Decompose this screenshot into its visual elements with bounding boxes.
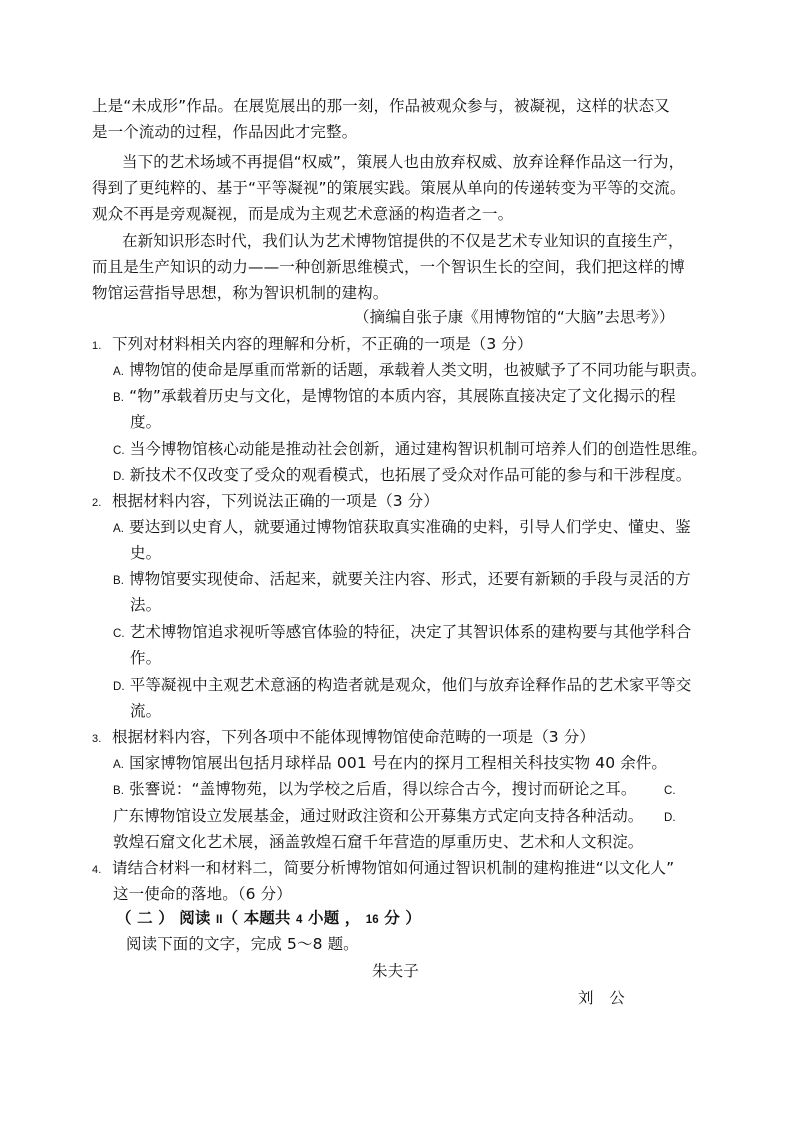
option-text: 国家博物馆展出包括月球样品 001 号在内的探月工程相关科技实物 40 余件。 xyxy=(129,754,668,772)
option-b xyxy=(113,385,676,409)
question-1 xyxy=(92,333,533,357)
option-text: 艺术博物馆追求视听等感官体验的特征，决定了其智识体系的建构要与其他学科合 xyxy=(129,623,692,641)
option-label: B. xyxy=(113,785,125,797)
question-number: 1. xyxy=(92,340,102,352)
option-text-continued: 作。 xyxy=(130,649,162,667)
option-text: 要达到以史育人，就要通过博物馆获取真实准确的史料，引导人们学史、懂史、鉴 xyxy=(129,518,691,536)
option-text-continued: 流。 xyxy=(130,702,162,720)
option-label: A. xyxy=(113,523,125,535)
passage-line: 物馆运营指导思想，称为智识机制的建构。 xyxy=(92,284,389,302)
option-b xyxy=(113,778,636,802)
passage-source: （摘编自张子康《用博物馆的“大脑”去思考》） xyxy=(354,308,675,326)
section-instruction: 阅读下面的文字，完成 5～8 题。 xyxy=(126,935,359,953)
passage-line: 得到了更纯粹的、基于“平等凝视”的策展实践。策展从单向的传递转变为平等的交流。 xyxy=(92,179,686,197)
story-title: 朱夫子 xyxy=(372,962,419,980)
option-label: C. xyxy=(113,445,125,457)
question-stem: 根据材料内容，下列说法正确的一项是（3 分） xyxy=(112,492,439,510)
option-c xyxy=(113,621,691,645)
option-d xyxy=(113,464,691,488)
passage-line: 上是“未成形”作品。在展览展出的那一刻，作品被观众参与，被凝视，这样的状态又 xyxy=(92,97,670,115)
question-2 xyxy=(92,490,439,514)
option-label: C. xyxy=(113,628,125,640)
option-label: A. xyxy=(113,759,125,771)
question-stem: 下列对材料相关内容的理解和分析，不正确的一项是（3 分） xyxy=(112,335,533,353)
passage-line: 而且是生产知识的动力——一种创新思维模式，一个智识生长的空间，我们把这样的博 xyxy=(92,258,685,276)
option-text: 张謇说：“盖博物苑，以为学校之后盾，得以综合古今，搜讨而研论之耳。 xyxy=(129,780,637,798)
option-a xyxy=(113,359,706,383)
option-label: D. xyxy=(113,471,125,483)
option-label: B. xyxy=(113,392,125,404)
story-author: 刘 公 xyxy=(578,989,625,1007)
option-label: A. xyxy=(113,366,125,378)
option-d-text: 敦煌石窟文化艺术展，涵盖敦煌石窟千年营造的厚重历史、艺术和人文积淀。 xyxy=(113,833,644,851)
option-a xyxy=(113,752,667,776)
option-text-continued: 法。 xyxy=(130,596,162,614)
passage-line: 观众不再是旁观凝视，而是成为主观艺术意涵的构造者之一。 xyxy=(92,205,514,223)
passage-line: 是一个流动的过程，作品因此才完整。 xyxy=(92,123,358,141)
passage-line: 在新知识形态时代，我们认为艺术博物馆提供的不仅是艺术专业知识的直接生产， xyxy=(122,232,684,250)
option-c xyxy=(113,438,707,462)
option-text: 博物馆的使命是厚重而常新的话题，承载着人类文明，也被赋予了不同功能与职责。 xyxy=(129,361,707,379)
option-text: 博物馆要实现使命、活起来，就要关注内容、形式，还要有新颖的手段与灵活的方 xyxy=(129,570,691,588)
option-label: D. xyxy=(113,681,125,693)
option-text-continued: 史。 xyxy=(130,544,162,562)
option-text: 当今博物馆核心动能是推动社会创新，通过建构智识机制可培养人们的创造性思维。 xyxy=(129,440,707,458)
question-number: 4. xyxy=(92,864,102,876)
option-label-c: C. xyxy=(664,785,676,797)
question-number: 3. xyxy=(92,733,102,745)
passage-line: 当下的艺术场域不再提倡“权威”，策展人也由放弃权威、放弃诠释作品这一行为， xyxy=(122,153,685,171)
option-text-continued: 度。 xyxy=(130,413,162,431)
question-stem-continued: 这一使命的落地。（6 分） xyxy=(113,885,292,903)
question-stem: 根据材料内容，下列各项中不能体现博物馆使命范畴的一项是（3 分） xyxy=(112,728,595,746)
section-heading: （ 二 ） 阅读 II（ 本题共 4 小题 ， 16 分 ） xyxy=(116,909,421,927)
option-label: B. xyxy=(113,575,125,587)
option-d xyxy=(113,674,691,698)
question-3 xyxy=(92,726,595,750)
option-c-text: 广东博物馆设立发展基金，通过财政注资和公开募集方式定向支持各种活动。 xyxy=(113,807,644,825)
question-number: 2. xyxy=(92,497,102,509)
option-a xyxy=(113,516,691,540)
option-b xyxy=(113,568,691,592)
option-text: “物”承载着历史与文化，是博物馆的本质内容，其展陈直接决定了文化揭示的程 xyxy=(129,387,676,405)
option-text: 平等凝视中主观艺术意涵的构造者就是观众，他们与放弃诠释作品的艺术家平等交 xyxy=(129,676,692,694)
option-text: 新技术不仅改变了受众的观看模式，也拓展了受众对作品可能的参与和干涉程度。 xyxy=(129,466,692,484)
question-4 xyxy=(92,857,674,881)
question-stem: 请结合材料一和材料二，简要分析博物馆如何通过智识机制的建构推进“以文化人” xyxy=(112,859,675,877)
option-label-d: D. xyxy=(664,812,676,824)
